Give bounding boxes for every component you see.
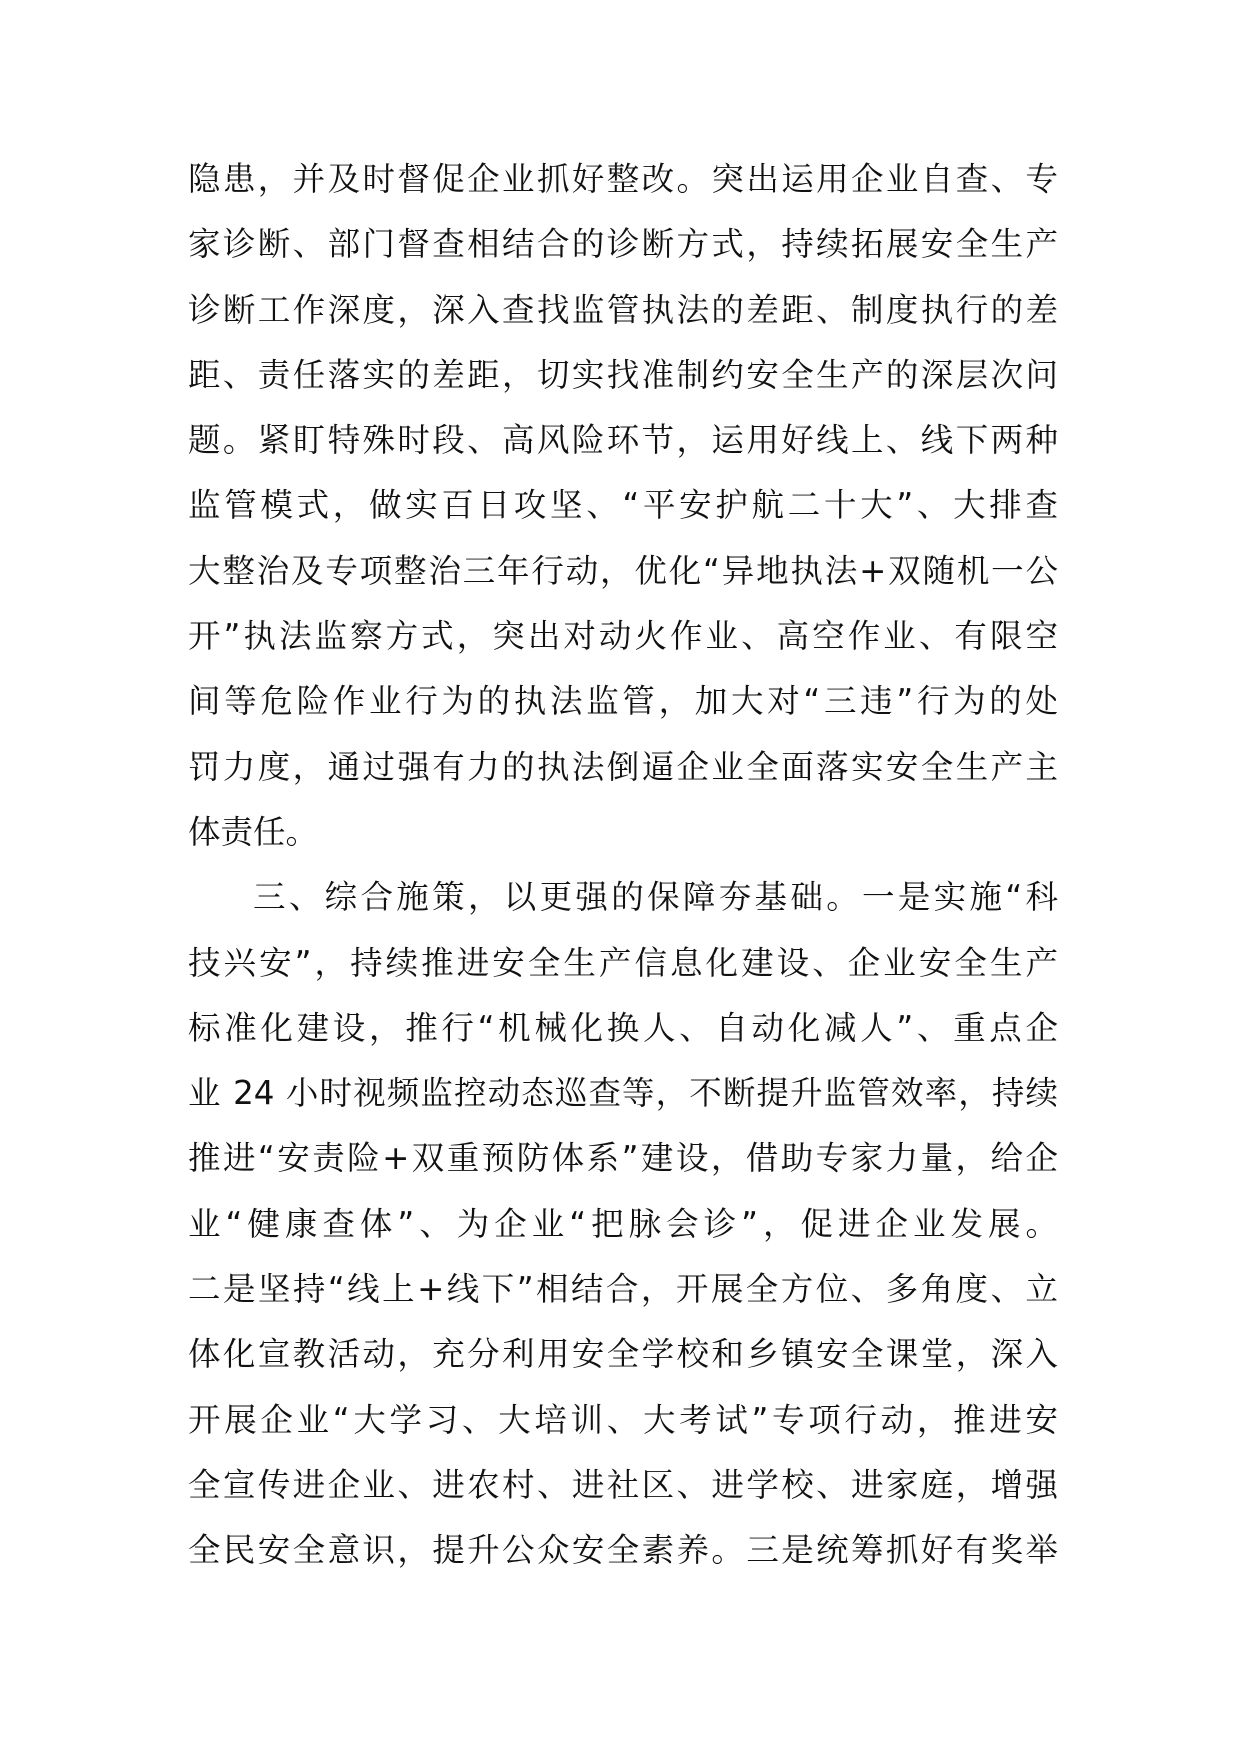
text-line: 业 24 小时视频监控动态巡查等，不断提升监管效率，持续: [188, 1074, 1058, 1113]
text-line: 监管模式，做实百日攻坚、“平安护航二十大”、大排查: [188, 486, 1058, 525]
text-line-section-heading: 三、综合施策，以更强的保障夯基础。一是实施“科: [253, 878, 1058, 917]
text-line: 家诊断、部门督查相结合的诊断方式，持续拓展安全生产: [188, 225, 1058, 264]
text-line: 题。紧盯特殊时段、高风险环节，运用好线上、线下两种: [188, 421, 1058, 460]
text-line: 间等危险作业行为的执法监管，加大对“三违”行为的处: [188, 682, 1058, 721]
text-line: 标准化建设，推行“机械化换人、自动化减人”、重点企: [188, 1008, 1058, 1047]
text-line: 技兴安”，持续推进安全生产信息化建设、企业安全生产: [188, 943, 1058, 982]
text-line: 大整治及专项整治三年行动，优化“异地执法+双随机一公: [188, 551, 1058, 590]
text-line: 开展企业“大学习、大培训、大考试”专项行动，推进安: [188, 1400, 1058, 1439]
text-line: 罚力度，通过强有力的执法倒逼企业全面落实安全生产主: [188, 747, 1058, 786]
text-line: 业“健康查体”、为企业“把脉会诊”，促进企业发展。: [188, 1204, 1058, 1243]
text-line: 推进“安责险+双重预防体系”建设，借助专家力量，给企: [188, 1139, 1058, 1178]
document-body: [188, 147, 1058, 1584]
text-line: 开”执法监察方式，突出对动火作业、高空作业、有限空: [188, 617, 1058, 656]
text-line-paragraph-end: 体责任。: [188, 812, 319, 851]
text-line: 体化宣教活动，充分利用安全学校和乡镇安全课堂，深入: [188, 1335, 1058, 1374]
text-line: 诊断工作深度，深入查找监管执法的差距、制度执行的差: [188, 290, 1058, 329]
text-line: 距、责任落实的差距，切实找准制约安全生产的深层次问: [188, 355, 1058, 394]
text-line: 二是坚持“线上+线下”相结合，开展全方位、多角度、立: [188, 1270, 1058, 1309]
text-line: 全宣传进企业、进农村、进社区、进学校、进家庭，增强: [188, 1465, 1058, 1504]
text-line: 全民安全意识，提升公众安全素养。三是统筹抓好有奖举: [188, 1531, 1058, 1570]
text-line: 隐患，并及时督促企业抓好整改。突出运用企业自查、专: [188, 160, 1058, 198]
